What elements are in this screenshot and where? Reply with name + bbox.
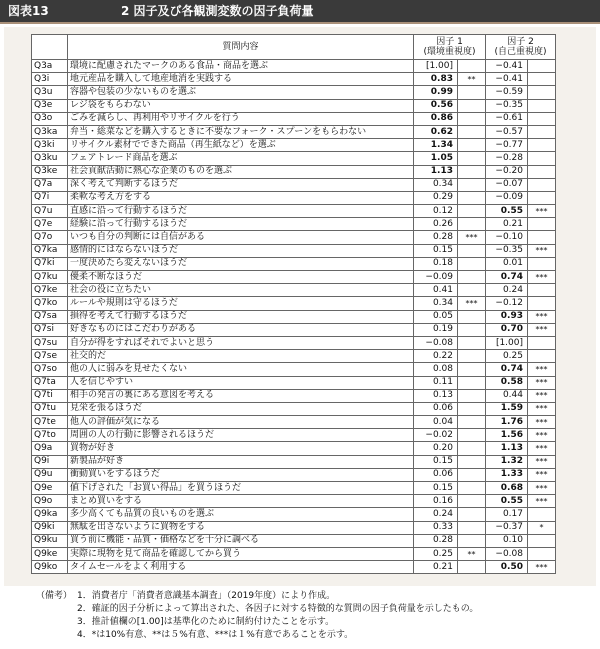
row-question: 一度決めたら変えないほうだ bbox=[68, 257, 414, 270]
row-id: Q7a bbox=[32, 178, 68, 191]
row-question: 社交的だ bbox=[68, 350, 414, 363]
row-factor1-value: −0.02 bbox=[414, 429, 458, 442]
row-factor2-significance: *** bbox=[528, 561, 556, 574]
row-factor2-significance: *** bbox=[528, 389, 556, 402]
row-factor1-value: 0.24 bbox=[414, 508, 458, 521]
row-factor2-significance: *** bbox=[528, 442, 556, 455]
row-factor2-value: 0.55 bbox=[486, 495, 528, 508]
row-factor1-significance bbox=[458, 205, 486, 218]
row-factor1-significance bbox=[458, 112, 486, 125]
row-id: Q7so bbox=[32, 363, 68, 376]
row-factor2-significance bbox=[528, 152, 556, 165]
table-row bbox=[32, 205, 556, 218]
row-factor2-value: 0.01 bbox=[486, 257, 528, 270]
row-factor2-value: −0.35 bbox=[486, 99, 528, 112]
row-factor2-value: −0.41 bbox=[486, 73, 528, 86]
row-factor2-significance bbox=[528, 508, 556, 521]
table-row bbox=[32, 323, 556, 336]
row-factor1-value: 0.12 bbox=[414, 205, 458, 218]
row-factor2-value: −0.77 bbox=[486, 139, 528, 152]
table-row bbox=[32, 139, 556, 152]
row-factor2-significance bbox=[528, 218, 556, 231]
row-id: Q9ke bbox=[32, 547, 68, 560]
row-factor1-value: 0.34 bbox=[414, 297, 458, 310]
row-factor2-value: 0.25 bbox=[486, 350, 528, 363]
row-factor2-value: 0.50 bbox=[486, 561, 528, 574]
row-id: Q7su bbox=[32, 336, 68, 349]
row-factor2-value: 0.74 bbox=[486, 271, 528, 284]
note-item: 4．*は10%有意、**は５%有意、***は１%有意であることを示す。 bbox=[77, 630, 354, 640]
header-factor1-name: 因子 1 bbox=[436, 37, 463, 47]
row-id: Q7si bbox=[32, 323, 68, 336]
notes-label: （備考） bbox=[36, 591, 73, 601]
row-factor2-significance: *** bbox=[528, 205, 556, 218]
row-question: フェアトレード商品を選ぶ bbox=[68, 152, 414, 165]
row-factor2-value: −0.35 bbox=[486, 244, 528, 257]
row-question: 容器や包装の少ないものを選ぶ bbox=[68, 86, 414, 99]
row-factor1-significance bbox=[458, 244, 486, 257]
row-factor2-value: 0.70 bbox=[486, 323, 528, 336]
row-question: レジ袋をもらわない bbox=[68, 99, 414, 112]
row-factor1-value: 0.18 bbox=[414, 257, 458, 270]
row-factor1-significance bbox=[458, 125, 486, 138]
row-factor2-value: 0.17 bbox=[486, 508, 528, 521]
row-factor1-significance bbox=[458, 561, 486, 574]
row-factor1-significance bbox=[458, 218, 486, 231]
row-factor1-significance bbox=[458, 482, 486, 495]
row-factor1-significance bbox=[458, 178, 486, 191]
row-factor1-significance bbox=[458, 336, 486, 349]
row-factor1-significance bbox=[458, 455, 486, 468]
row-factor2-significance bbox=[528, 86, 556, 99]
row-id: Q7ti bbox=[32, 389, 68, 402]
row-factor2-significance: *** bbox=[528, 482, 556, 495]
row-question: タイムセールをよく利用する bbox=[68, 561, 414, 574]
row-factor2-significance: *** bbox=[528, 468, 556, 481]
row-factor1-value: 0.99 bbox=[414, 86, 458, 99]
row-factor1-value: 0.25 bbox=[414, 547, 458, 560]
row-question: 社会貢献活動に熱心な企業のものを選ぶ bbox=[68, 165, 414, 178]
row-factor2-significance bbox=[528, 125, 556, 138]
row-factor2-significance bbox=[528, 547, 556, 560]
row-factor1-significance: *** bbox=[458, 297, 486, 310]
row-question: 周囲の人の行動に影響されるほうだ bbox=[68, 429, 414, 442]
row-factor2-significance bbox=[528, 336, 556, 349]
row-question: 損得を考えて行動するほうだ bbox=[68, 310, 414, 323]
row-id: Q7sa bbox=[32, 310, 68, 323]
row-factor2-value: −0.10 bbox=[486, 231, 528, 244]
row-factor2-significance bbox=[528, 73, 556, 86]
table-row bbox=[32, 257, 556, 270]
row-factor1-significance bbox=[458, 350, 486, 363]
row-id: Q7i bbox=[32, 191, 68, 204]
figure-header bbox=[0, 0, 600, 24]
row-question: 見栄を張るほうだ bbox=[68, 402, 414, 415]
table-body bbox=[32, 60, 556, 574]
table-row bbox=[32, 152, 556, 165]
row-id: Q3ki bbox=[32, 139, 68, 152]
row-factor2-value: −0.61 bbox=[486, 112, 528, 125]
header-factor2 bbox=[486, 35, 556, 60]
row-question: 買物が好き bbox=[68, 442, 414, 455]
row-factor1-value: 0.19 bbox=[414, 323, 458, 336]
row-factor1-significance bbox=[458, 139, 486, 152]
row-id: Q7se bbox=[32, 350, 68, 363]
row-id: Q9ka bbox=[32, 508, 68, 521]
row-factor1-value: 0.13 bbox=[414, 389, 458, 402]
table-row bbox=[32, 482, 556, 495]
row-factor2-value: 1.76 bbox=[486, 416, 528, 429]
row-factor1-value: 0.15 bbox=[414, 455, 458, 468]
row-factor1-significance bbox=[458, 402, 486, 415]
row-id: Q7te bbox=[32, 416, 68, 429]
table-row bbox=[32, 455, 556, 468]
row-factor1-value: 1.34 bbox=[414, 139, 458, 152]
row-question: ごみを減らし、再利用やリサイクルを行う bbox=[68, 112, 414, 125]
row-factor2-value: 0.10 bbox=[486, 534, 528, 547]
row-id: Q7ko bbox=[32, 297, 68, 310]
row-id: Q7u bbox=[32, 205, 68, 218]
row-question: 人を信じやすい bbox=[68, 376, 414, 389]
table-row bbox=[32, 521, 556, 534]
row-factor1-value: 0.26 bbox=[414, 218, 458, 231]
row-factor2-significance: *** bbox=[528, 416, 556, 429]
table-row bbox=[32, 534, 556, 547]
row-factor1-significance bbox=[458, 60, 486, 73]
row-factor2-significance: *** bbox=[528, 244, 556, 257]
table-row bbox=[32, 125, 556, 138]
row-factor1-value: 1.05 bbox=[414, 152, 458, 165]
table-row bbox=[32, 376, 556, 389]
row-question: 他の人に弱みを見せたくない bbox=[68, 363, 414, 376]
row-factor2-value: 0.74 bbox=[486, 363, 528, 376]
table-row bbox=[32, 191, 556, 204]
header-factor2-sub: (自己重視度) bbox=[494, 47, 547, 57]
row-factor1-value: −0.09 bbox=[414, 271, 458, 284]
row-factor1-value: 0.06 bbox=[414, 402, 458, 415]
table-row bbox=[32, 416, 556, 429]
table-row bbox=[32, 165, 556, 178]
row-factor2-significance: *** bbox=[528, 363, 556, 376]
row-factor1-value: 0.33 bbox=[414, 521, 458, 534]
note-item: 1．消費者庁「消費者意識基本調査」（2019年度）により作成。 bbox=[77, 591, 336, 601]
row-factor2-value: 1.13 bbox=[486, 442, 528, 455]
row-question: リサイクル素材でできた商品（再生紙など）を選ぶ bbox=[68, 139, 414, 152]
row-factor1-value: 0.56 bbox=[414, 99, 458, 112]
header-id bbox=[32, 35, 68, 60]
header-item: 質問内容 bbox=[68, 35, 414, 60]
row-factor2-significance: *** bbox=[528, 376, 556, 389]
row-question: 衝動買いをするほうだ bbox=[68, 468, 414, 481]
row-factor2-value: 1.32 bbox=[486, 455, 528, 468]
row-factor1-value: 0.16 bbox=[414, 495, 458, 508]
row-id: Q7e bbox=[32, 218, 68, 231]
table-row bbox=[32, 363, 556, 376]
row-factor2-value: [1.00] bbox=[486, 336, 528, 349]
row-factor1-significance bbox=[458, 284, 486, 297]
row-factor1-value: 0.20 bbox=[414, 442, 458, 455]
row-factor2-significance bbox=[528, 178, 556, 191]
row-factor2-value: −0.08 bbox=[486, 547, 528, 560]
row-factor2-value: −0.20 bbox=[486, 165, 528, 178]
row-question: 新製品が好き bbox=[68, 455, 414, 468]
factor-loading-table bbox=[31, 34, 556, 574]
note-item: 3．推計値欄の[1.00]は基準化のために制約付けたことを示す。 bbox=[77, 617, 335, 627]
row-question: 値下げされた「お買い得品」を買うほうだ bbox=[68, 482, 414, 495]
table-row bbox=[32, 112, 556, 125]
row-question: 買う前に機能・品質・価格などを十分に調べる bbox=[68, 534, 414, 547]
row-factor1-value: 0.08 bbox=[414, 363, 458, 376]
row-factor2-value: 1.59 bbox=[486, 402, 528, 415]
row-factor2-significance: * bbox=[528, 521, 556, 534]
table-row bbox=[32, 218, 556, 231]
row-factor1-value: −0.08 bbox=[414, 336, 458, 349]
row-factor1-value: 0.86 bbox=[414, 112, 458, 125]
row-question: 他人の評価が気になる bbox=[68, 416, 414, 429]
row-factor1-value: 0.11 bbox=[414, 376, 458, 389]
row-factor2-significance bbox=[528, 350, 556, 363]
row-factor2-value: −0.07 bbox=[486, 178, 528, 191]
row-factor2-significance bbox=[528, 257, 556, 270]
row-id: Q9a bbox=[32, 442, 68, 455]
row-factor2-value: 1.56 bbox=[486, 429, 528, 442]
row-factor1-significance bbox=[458, 534, 486, 547]
row-factor2-value: −0.57 bbox=[486, 125, 528, 138]
table-row bbox=[32, 495, 556, 508]
header-factor1-sub: (環境重視度) bbox=[423, 47, 476, 57]
row-question: 柔軟な考え方をする bbox=[68, 191, 414, 204]
row-id: Q7to bbox=[32, 429, 68, 442]
row-question: 社会の役に立ちたい bbox=[68, 284, 414, 297]
row-id: Q3o bbox=[32, 112, 68, 125]
row-question: 環境に配慮されたマークのある食品・商品を選ぶ bbox=[68, 60, 414, 73]
notes-list bbox=[77, 590, 478, 642]
row-factor1-value: 0.29 bbox=[414, 191, 458, 204]
row-factor2-significance bbox=[528, 297, 556, 310]
row-factor2-significance: *** bbox=[528, 271, 556, 284]
row-factor2-significance: *** bbox=[528, 429, 556, 442]
row-question: 無駄を出さないように買物をする bbox=[68, 521, 414, 534]
row-id: Q7ka bbox=[32, 244, 68, 257]
row-question: いつも自分の判断には自信がある bbox=[68, 231, 414, 244]
row-factor2-significance: *** bbox=[528, 402, 556, 415]
row-question: 好きなものにはこだわりがある bbox=[68, 323, 414, 336]
row-factor1-significance bbox=[458, 416, 486, 429]
row-factor2-value: 0.68 bbox=[486, 482, 528, 495]
table-row bbox=[32, 284, 556, 297]
row-id: Q3ka bbox=[32, 125, 68, 138]
row-id: Q7ku bbox=[32, 271, 68, 284]
row-question: まとめ買いをする bbox=[68, 495, 414, 508]
row-factor2-value: 0.21 bbox=[486, 218, 528, 231]
row-factor2-value: −0.12 bbox=[486, 297, 528, 310]
row-factor2-significance: *** bbox=[528, 495, 556, 508]
table-row bbox=[32, 297, 556, 310]
row-factor1-value: 0.04 bbox=[414, 416, 458, 429]
row-factor2-value: 0.93 bbox=[486, 310, 528, 323]
row-id: Q7ki bbox=[32, 257, 68, 270]
row-factor2-significance bbox=[528, 534, 556, 547]
row-question: 感情的にはならないほうだ bbox=[68, 244, 414, 257]
table-row bbox=[32, 402, 556, 415]
row-factor2-value: −0.28 bbox=[486, 152, 528, 165]
row-factor1-significance bbox=[458, 495, 486, 508]
row-factor1-significance bbox=[458, 99, 486, 112]
table-row bbox=[32, 73, 556, 86]
row-id: Q7o bbox=[32, 231, 68, 244]
row-factor1-significance bbox=[458, 257, 486, 270]
row-factor2-value: 0.55 bbox=[486, 205, 528, 218]
row-id: Q9e bbox=[32, 482, 68, 495]
row-factor1-value: [1.00] bbox=[414, 60, 458, 73]
row-factor2-significance bbox=[528, 60, 556, 73]
header-underline bbox=[0, 22, 600, 24]
row-factor2-significance bbox=[528, 139, 556, 152]
row-id: Q9o bbox=[32, 495, 68, 508]
row-factor1-significance bbox=[458, 323, 486, 336]
row-question: 多少高くても品質の良いものを選ぶ bbox=[68, 508, 414, 521]
row-factor1-significance: ** bbox=[458, 547, 486, 560]
table-row bbox=[32, 86, 556, 99]
row-factor2-value: −0.37 bbox=[486, 521, 528, 534]
table-row bbox=[32, 508, 556, 521]
row-factor1-significance bbox=[458, 165, 486, 178]
table-row bbox=[32, 350, 556, 363]
row-question: 経験に沿って行動するほうだ bbox=[68, 218, 414, 231]
table-row bbox=[32, 310, 556, 323]
row-id: Q9u bbox=[32, 468, 68, 481]
row-factor2-significance bbox=[528, 284, 556, 297]
row-factor1-significance bbox=[458, 310, 486, 323]
table-header-row bbox=[32, 35, 556, 60]
row-id: Q3u bbox=[32, 86, 68, 99]
row-factor1-significance bbox=[458, 191, 486, 204]
header-factor2-name: 因子 2 bbox=[507, 37, 534, 47]
row-factor1-value: 0.34 bbox=[414, 178, 458, 191]
row-question: 地元産品を購入して地産地消を実践する bbox=[68, 73, 414, 86]
row-factor1-significance bbox=[458, 86, 486, 99]
figure-title: 2 因子及び各観測変数の因子負荷量 bbox=[121, 4, 314, 18]
row-factor2-significance: *** bbox=[528, 323, 556, 336]
row-factor1-significance bbox=[458, 376, 486, 389]
row-factor2-significance: *** bbox=[528, 455, 556, 468]
row-factor2-significance bbox=[528, 191, 556, 204]
row-question: 優柔不断なほうだ bbox=[68, 271, 414, 284]
row-factor2-value: 0.24 bbox=[486, 284, 528, 297]
row-factor1-significance bbox=[458, 521, 486, 534]
row-factor1-significance bbox=[458, 468, 486, 481]
row-factor1-value: 0.41 bbox=[414, 284, 458, 297]
row-factor1-value: 1.13 bbox=[414, 165, 458, 178]
row-factor1-value: 0.15 bbox=[414, 244, 458, 257]
row-factor1-significance bbox=[458, 442, 486, 455]
row-question: 相手の発言の裏にある意図を考える bbox=[68, 389, 414, 402]
row-question: 直感に沿って行動するほうだ bbox=[68, 205, 414, 218]
row-factor2-significance bbox=[528, 99, 556, 112]
table-row bbox=[32, 231, 556, 244]
table-row bbox=[32, 389, 556, 402]
row-question: ルールや規則は守るほうだ bbox=[68, 297, 414, 310]
table-row bbox=[32, 178, 556, 191]
row-factor1-value: 0.28 bbox=[414, 534, 458, 547]
row-factor1-significance bbox=[458, 271, 486, 284]
row-factor1-value: 0.22 bbox=[414, 350, 458, 363]
row-id: Q3ku bbox=[32, 152, 68, 165]
figure-label: 図表13 bbox=[8, 4, 49, 18]
row-id: Q7ta bbox=[32, 376, 68, 389]
note-item: 2．確証的因子分析によって算出された、各因子に対する特徴的な質問の因子負荷量を示したもの。 bbox=[77, 604, 479, 614]
table-row bbox=[32, 336, 556, 349]
row-id: Q3e bbox=[32, 99, 68, 112]
row-factor2-value: 0.44 bbox=[486, 389, 528, 402]
table-row bbox=[32, 99, 556, 112]
table-row bbox=[32, 442, 556, 455]
row-factor1-value: 0.15 bbox=[414, 482, 458, 495]
row-question: 自分が得をすればそれでよいと思う bbox=[68, 336, 414, 349]
table-row bbox=[32, 60, 556, 73]
row-id: Q9ki bbox=[32, 521, 68, 534]
row-id: Q9ku bbox=[32, 534, 68, 547]
table-row bbox=[32, 468, 556, 481]
row-factor2-significance bbox=[528, 165, 556, 178]
row-id: Q7tu bbox=[32, 402, 68, 415]
row-factor2-significance: *** bbox=[528, 310, 556, 323]
row-factor2-value: −0.09 bbox=[486, 191, 528, 204]
row-factor1-value: 0.83 bbox=[414, 73, 458, 86]
row-question: 弁当・総菜などを購入するときに不要なフォーク・スプーンをもらわない bbox=[68, 125, 414, 138]
row-question: 深く考えて判断するほうだ bbox=[68, 178, 414, 191]
row-factor1-significance bbox=[458, 152, 486, 165]
row-question: 実際に現物を見て商品を確認してから買う bbox=[68, 547, 414, 560]
row-factor1-significance bbox=[458, 429, 486, 442]
table-row bbox=[32, 547, 556, 560]
row-factor2-value: −0.41 bbox=[486, 60, 528, 73]
row-id: Q3a bbox=[32, 60, 68, 73]
table-row bbox=[32, 429, 556, 442]
row-factor2-value: −0.59 bbox=[486, 86, 528, 99]
header-factor1 bbox=[414, 35, 486, 60]
row-factor2-value: 0.58 bbox=[486, 376, 528, 389]
row-id: Q7ke bbox=[32, 284, 68, 297]
row-factor1-value: 0.05 bbox=[414, 310, 458, 323]
row-factor2-value: 1.33 bbox=[486, 468, 528, 481]
row-factor1-significance: ** bbox=[458, 73, 486, 86]
row-factor1-value: 0.28 bbox=[414, 231, 458, 244]
row-factor1-value: 0.06 bbox=[414, 468, 458, 481]
row-factor1-significance: *** bbox=[458, 231, 486, 244]
row-factor1-significance bbox=[458, 508, 486, 521]
row-factor2-significance bbox=[528, 231, 556, 244]
table-row bbox=[32, 244, 556, 257]
row-factor2-significance bbox=[528, 112, 556, 125]
row-id: Q9i bbox=[32, 455, 68, 468]
row-factor1-significance bbox=[458, 389, 486, 402]
row-factor1-value: 0.62 bbox=[414, 125, 458, 138]
row-id: Q3ke bbox=[32, 165, 68, 178]
row-factor1-significance bbox=[458, 363, 486, 376]
row-id: Q9ko bbox=[32, 561, 68, 574]
table-row bbox=[32, 561, 556, 574]
table-row bbox=[32, 271, 556, 284]
row-factor1-value: 0.21 bbox=[414, 561, 458, 574]
row-id: Q3i bbox=[32, 73, 68, 86]
